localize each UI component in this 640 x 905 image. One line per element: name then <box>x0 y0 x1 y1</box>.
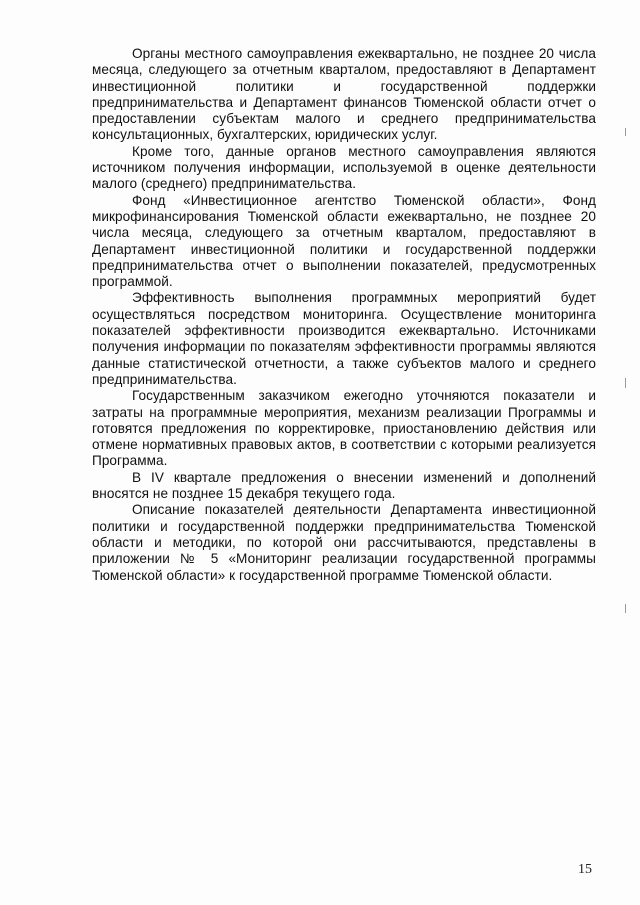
paragraph-4: Эффективность выполнения программных мероприятий будет осуществляться посредством мониторинга. Осуществление мониторинга показателей эффективности производится ежеквартально. Источниками получения информации по показателям эффективности программы являются данные статистической отчетности, а также субъектов малого и среднего предпринимательства. <box>92 290 596 387</box>
scan-artifact <box>625 378 626 388</box>
paragraph-2: Кроме того, данные органов местного самоуправления являются источником получения информации, используемой в оценке деятельности малого (среднего) предпринимательства. <box>92 143 596 192</box>
paragraph-7: Описание показателей деятельности Департамента инвестиционной политики и государственной поддержки предпринимательства Тюменской области и методики, по которой они рассчитываются, представлены в приложении № 5 «Мониторинг реализации государственной программы Тюменской области» к государственной программе Тюменской области. <box>92 502 596 583</box>
document-body <box>92 46 596 584</box>
paragraph-1: Органы местного самоуправления ежеквартально, не позднее 20 числа месяца, следующего за отчетным кварталом, предоставляют в Департамент инвестиционной политики и государственной поддержки предпринимательства и Департамент финансов Тюменской области отчет о предоставлении субъектам малого и среднего предпринимательства консультационных, бухгалтерских, юридических услуг. <box>92 46 596 143</box>
paragraph-3: Фонд «Инвестиционное агентство Тюменской области», Фонд микрофинансирования Тюменской области ежеквартально, не позднее 20 числа месяца, следующего за отчетным кварталом, предоставляют в Департамент инвестиционной политики и государственной поддержки предпринимательства отчет о выполнении показателей, предусмотренных программой. <box>92 192 596 290</box>
paragraph-5: Государственным заказчиком ежегодно уточняются показатели и затраты на программные мероприятия, механизм реализации Программы и готовятся предложения по корректировке, приостановлению действия или отмене нормативных правовых актов, в соответствии с которыми реализуется Программа. <box>92 388 596 469</box>
scan-artifact <box>625 128 626 136</box>
scan-artifact <box>625 604 626 613</box>
paragraph-6: В IV квартале предложения о внесении изменений и дополнений вносятся не позднее 15 декабря текущего года. <box>92 469 596 502</box>
page-number: 15 <box>578 862 592 877</box>
